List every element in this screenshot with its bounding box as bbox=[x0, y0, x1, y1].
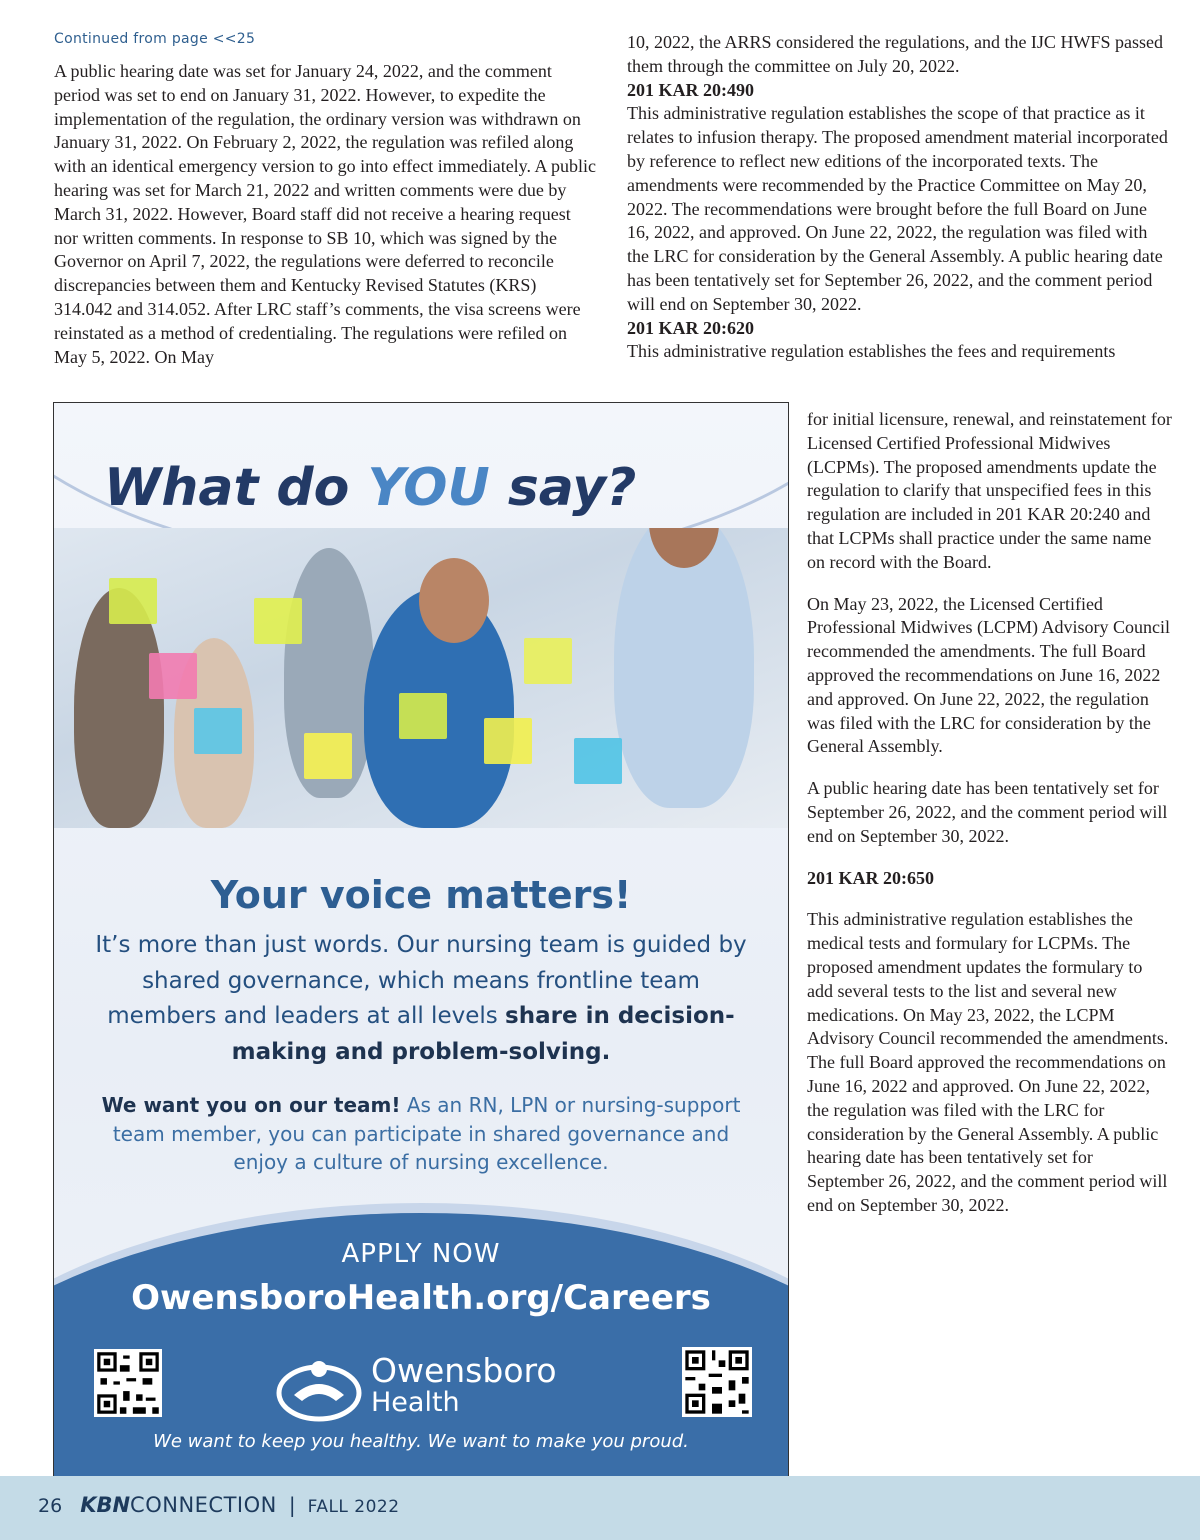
ad-recruit-rest: As an RN, LPN or nursing-support team member, you can participate in shared governance and enjoy a culture of nursing excellence. bbox=[112, 1093, 741, 1174]
regulation-body-620-start: This administrative regulation establishes the fees and requirements bbox=[627, 341, 1116, 362]
regulation-heading-620: 201 KAR 20:620 bbox=[627, 317, 754, 338]
logo-line2: Health bbox=[371, 1387, 460, 1418]
article-paragraph: 10, 2022, the ARRS considered the regulations, and the IJC HWFS passed them through the committee on July 20, 2022. bbox=[627, 32, 1163, 76]
owensboro-health-logo-icon bbox=[274, 1353, 364, 1423]
careers-url-link[interactable]: OwensboroHealth.org/Careers bbox=[131, 1278, 711, 1318]
publication-name-rest: CONNECTION bbox=[130, 1493, 277, 1517]
page-footer bbox=[0, 1476, 1200, 1540]
article-right-column bbox=[627, 31, 1172, 364]
regulation-heading-650: 201 KAR 20:650 bbox=[807, 867, 934, 888]
ad-body-main: It’s more than just words. Our nursing team is guided by shared governance, which means frontline team members and leaders at all levels bbox=[95, 932, 747, 1029]
article-paragraph: A public hearing date was set for January 24, 2022, and the comment period was set to end on January 31, 2022. However, to expedite the implementation of the regulation, the ordinary version was withdrawn on January 31, 2022. On February 2, 2022, the regulation was refiled along with an identical emergency version to go into effect immediately. A public hearing was set for March 21, 2022 and written comments were due by March 31, 2022. However, Board staff did not receive a hearing request nor written comments. In response to SB 10, which was signed by the Governor on April 7, 2022, the regulations were deferred to reconcile discrepancies between them and Kentucky Revised Statutes (KRS) 314.042 and 314.052. After LRC staff’s comments, the visa screens were reinstated as a method of credentialing. The regulations were refiled on May 5, 2022. On May bbox=[54, 61, 597, 367]
ad-recruit-text bbox=[84, 1091, 758, 1177]
owensboro-health-advertisement[interactable] bbox=[53, 402, 789, 1477]
logo-line1: Owensboro bbox=[371, 1351, 557, 1390]
article-left-column bbox=[54, 60, 599, 369]
regulation-body-650: This administrative regulation establishes the medical tests and formulary for LCPMs. The proposed amendment updates the formulary to add several tests to the list and several new medications. On May 23, 2022, the LCPM Advisory Council recommended the amendments. The full Board approved the recommendations on June 16, 2022 and approved. On June 22, 2022, the regulation was filed with the LRC for consideration by the General Assembly. A public hearing date has been tentatively set for September 26, 2022, and the comment period will end on September 30, 2022. bbox=[807, 909, 1169, 1215]
apply-now-label: APPLY NOW bbox=[341, 1239, 501, 1269]
regulation-body-620-p3: A public hearing date has been tentatively set for September 26, 2022, and the comment period will end on September 30, 2022. bbox=[807, 778, 1168, 846]
page-number: 26 bbox=[38, 1495, 63, 1517]
regulation-body-490: This administrative regulation establishes the scope of that practice as it relates to infusion therapy. The proposed amendment material incorporated by reference to reflect new editions of the incorporated texts. The amendments were recommended by the Practice Committee on May 20, 2022. The recommendations were brought before the full Board on June 16, 2022, and approved. On June 22, 2022, the regulation was filed with the LRC for consideration by the General Assembly. A public hearing date has been tentatively set for September 26, 2022, and the comment period will end on September 30, 2022. bbox=[627, 103, 1168, 314]
ad-title-post: say? bbox=[489, 458, 637, 518]
qr-code-right-icon[interactable] bbox=[682, 1347, 752, 1417]
footer-separator: | bbox=[288, 1493, 296, 1517]
qr-code-left-icon[interactable] bbox=[94, 1349, 162, 1417]
issue-label: FALL 2022 bbox=[307, 1497, 400, 1517]
regulation-body-620-p2: On May 23, 2022, the Licensed Certified Professional Midwives (LCPM) Advisory Council recommended the amendments. The full Board approved the recommendations on June 16, 2022 and approved. On June 22, 2022, the regulation was filed with the LRC for consideration by the General Assembly. bbox=[807, 593, 1170, 757]
ad-recruit-lead: We want you on our team! bbox=[101, 1093, 401, 1117]
team-photo bbox=[54, 528, 788, 828]
ad-title-pre: What do bbox=[104, 458, 368, 518]
publication-name-bold: KBN bbox=[80, 1493, 131, 1517]
ad-title bbox=[104, 458, 636, 518]
ad-headline: Your voice matters! bbox=[210, 873, 632, 917]
continued-from-label: Continued from page <<25 bbox=[54, 31, 256, 47]
regulation-heading-490: 201 KAR 20:490 bbox=[627, 79, 754, 100]
ad-tagline: We want to keep you healthy. We want to make you proud. bbox=[153, 1431, 689, 1452]
owensboro-health-logo bbox=[274, 1353, 574, 1428]
ad-title-emphasis: YOU bbox=[367, 458, 490, 518]
article-side-column bbox=[807, 390, 1172, 1236]
regulation-body-620-cont: for initial licensure, renewal, and reinstatement for Licensed Certified Professional Midwives (LCPMs). The proposed amendments update the regulation to clarify that unspecified fees in this regulation are included in 201 KAR 20:240 and that LCPMs shall practice under the same name on record with the Board. bbox=[807, 409, 1172, 572]
ad-body-strong: share in decision-making and problem-solving. bbox=[231, 1003, 735, 1065]
ad-body-text bbox=[84, 928, 758, 1070]
